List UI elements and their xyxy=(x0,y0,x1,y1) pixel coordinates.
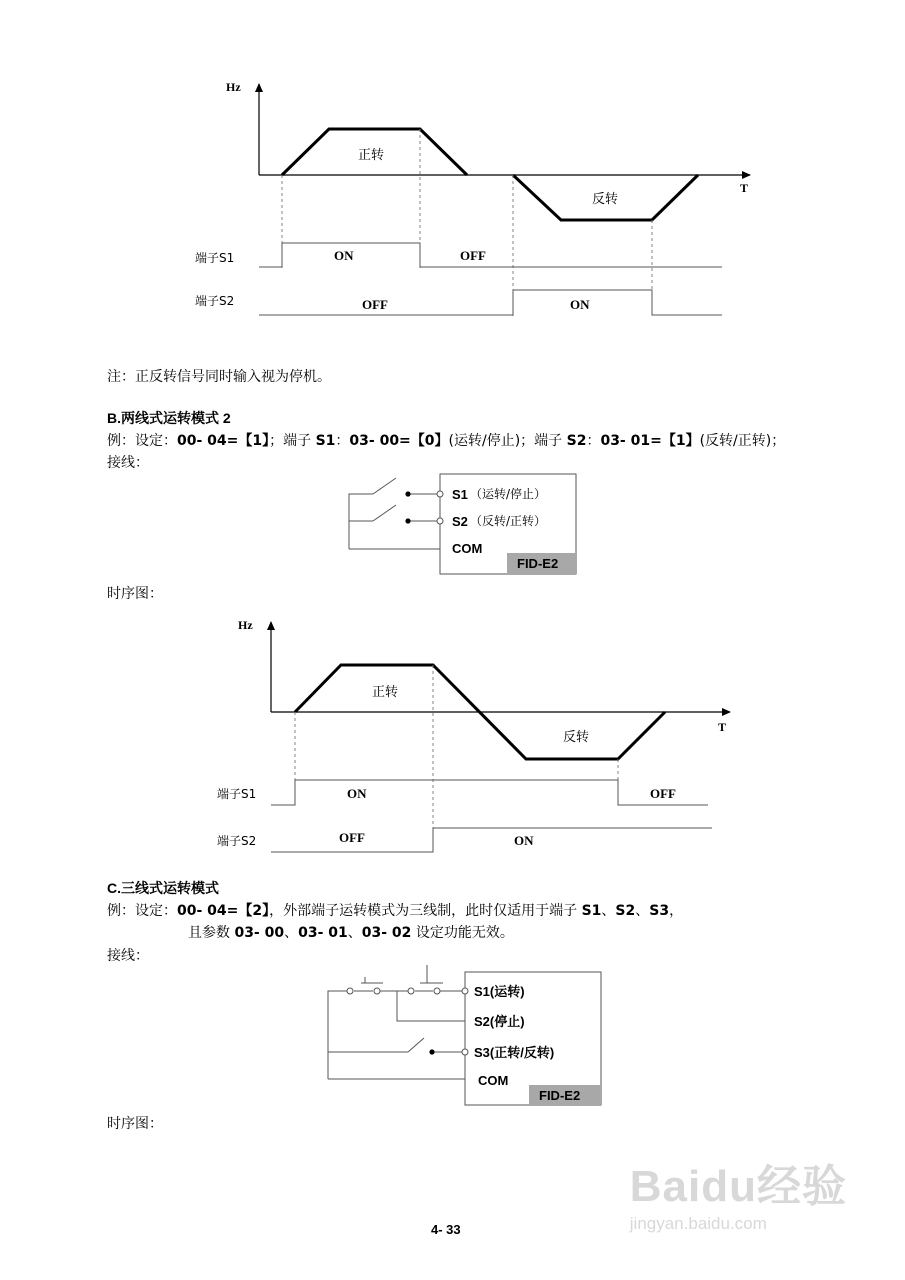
example-text: 、 xyxy=(635,903,650,919)
section-b-wiring-label: 接线： xyxy=(107,455,149,471)
x-axis-label: T xyxy=(740,181,749,195)
example-text: 且参数 xyxy=(188,925,235,941)
s1-on-label: ON xyxy=(334,248,354,263)
model-tag: FID-E2 xyxy=(517,556,559,571)
terminal-s2: S2 xyxy=(615,903,636,919)
example-text: ： xyxy=(586,433,601,449)
terminal-s1-desc: （运转/停止） xyxy=(470,487,547,501)
example-text: 、 xyxy=(284,925,299,941)
terminal-s2-desc: （反转/正转） xyxy=(470,514,547,528)
example-text: 、 xyxy=(601,903,616,919)
param-value: 03- 00=【0】 xyxy=(349,433,449,449)
wires xyxy=(328,965,465,1079)
page-number: 4- 33 xyxy=(431,1222,461,1237)
example-text: ，外部端子运转模式为三线制，此时仅适用于端子 xyxy=(269,903,582,919)
s1-label: 端子S1 xyxy=(195,251,235,265)
section-c-wiring-label: 接线： xyxy=(107,948,149,964)
section-c-timing-label: 时序图： xyxy=(107,1116,163,1132)
y-axis-label: Hz xyxy=(226,80,241,94)
switch-contact xyxy=(429,1049,434,1054)
example-prefix: 例：设定： xyxy=(107,433,177,449)
s1-label: 端子S1 xyxy=(217,787,257,801)
terminal-s2-label: S2 xyxy=(452,514,468,529)
baidu-watermark xyxy=(630,1150,847,1234)
terminal-s3: S3 xyxy=(649,903,670,919)
reverse-label: 反转 xyxy=(592,192,619,207)
model-tag: FID-E2 xyxy=(539,1088,581,1103)
example-text: ；端子 xyxy=(269,433,316,449)
reverse-label: 反转 xyxy=(563,730,590,745)
s2-label: 端子S2 xyxy=(217,834,257,848)
param-value: 03- 01=【1】 xyxy=(600,433,700,449)
forward-label: 正转 xyxy=(358,148,385,163)
terminal-s1: S1 xyxy=(315,433,336,449)
section-b-title: B.两线式运转模式 2 xyxy=(107,410,231,426)
pushbutton-contact xyxy=(374,988,380,994)
terminal-s1-label: S1 xyxy=(452,487,468,502)
note-text: 注：正反转信号同时输入视为停机。 xyxy=(107,369,331,385)
param-value: 03- 01 xyxy=(298,925,348,941)
y-axis-label: Hz xyxy=(238,618,253,632)
terminal-s2-label: S2(停止) xyxy=(474,1014,525,1029)
example-prefix: 例：设定： xyxy=(107,903,177,919)
param-value: 03- 02 xyxy=(361,925,412,941)
terminal-s1-node xyxy=(462,988,468,994)
pushbutton-contact xyxy=(347,988,353,994)
example-text: 设定功能无效。 xyxy=(411,925,514,941)
terminal-s1-label: S1(运转) xyxy=(474,984,525,999)
terminal-com-label: COM xyxy=(452,541,483,556)
watermark-url: jingyan.baidu.com xyxy=(629,1214,767,1233)
s1-on-label: ON xyxy=(347,786,367,801)
example-text: (反转/正转)； xyxy=(699,433,786,449)
section-b-timing-label: 时序图： xyxy=(107,586,163,602)
terminal-s1: S1 xyxy=(581,903,602,919)
param-value: 03- 00 xyxy=(234,925,285,941)
terminal-s2: S2 xyxy=(566,433,587,449)
s1-off-label: OFF xyxy=(650,786,676,801)
watermark-brand: Baidu经验 xyxy=(629,1162,847,1211)
s2-on-label: ON xyxy=(514,833,534,848)
s2-off-label: OFF xyxy=(362,297,388,312)
x-axis-label: T xyxy=(718,720,727,734)
param-value: 00- 04=【2】 xyxy=(177,903,270,919)
forward-label: 正转 xyxy=(372,685,399,700)
s1-off-label: OFF xyxy=(460,248,486,263)
s2-off-label: OFF xyxy=(339,830,365,845)
s2-label: 端子S2 xyxy=(195,294,235,308)
terminal-s3-node xyxy=(462,1049,468,1055)
example-text: 、 xyxy=(347,925,362,941)
pushbutton-contact xyxy=(408,988,414,994)
terminal-s3-label: S3(正转/反转) xyxy=(474,1045,555,1060)
example-text: (运转/停止)；端子 xyxy=(448,433,567,449)
section-c-title: C.三线式运转模式 xyxy=(107,880,219,896)
s2-on-label: ON xyxy=(570,297,590,312)
terminal-com-label: COM xyxy=(478,1073,509,1088)
example-text: ， xyxy=(669,903,684,919)
example-text: ： xyxy=(335,433,350,449)
pushbutton-contact xyxy=(434,988,440,994)
param-value: 00- 04=【1】 xyxy=(177,433,270,449)
